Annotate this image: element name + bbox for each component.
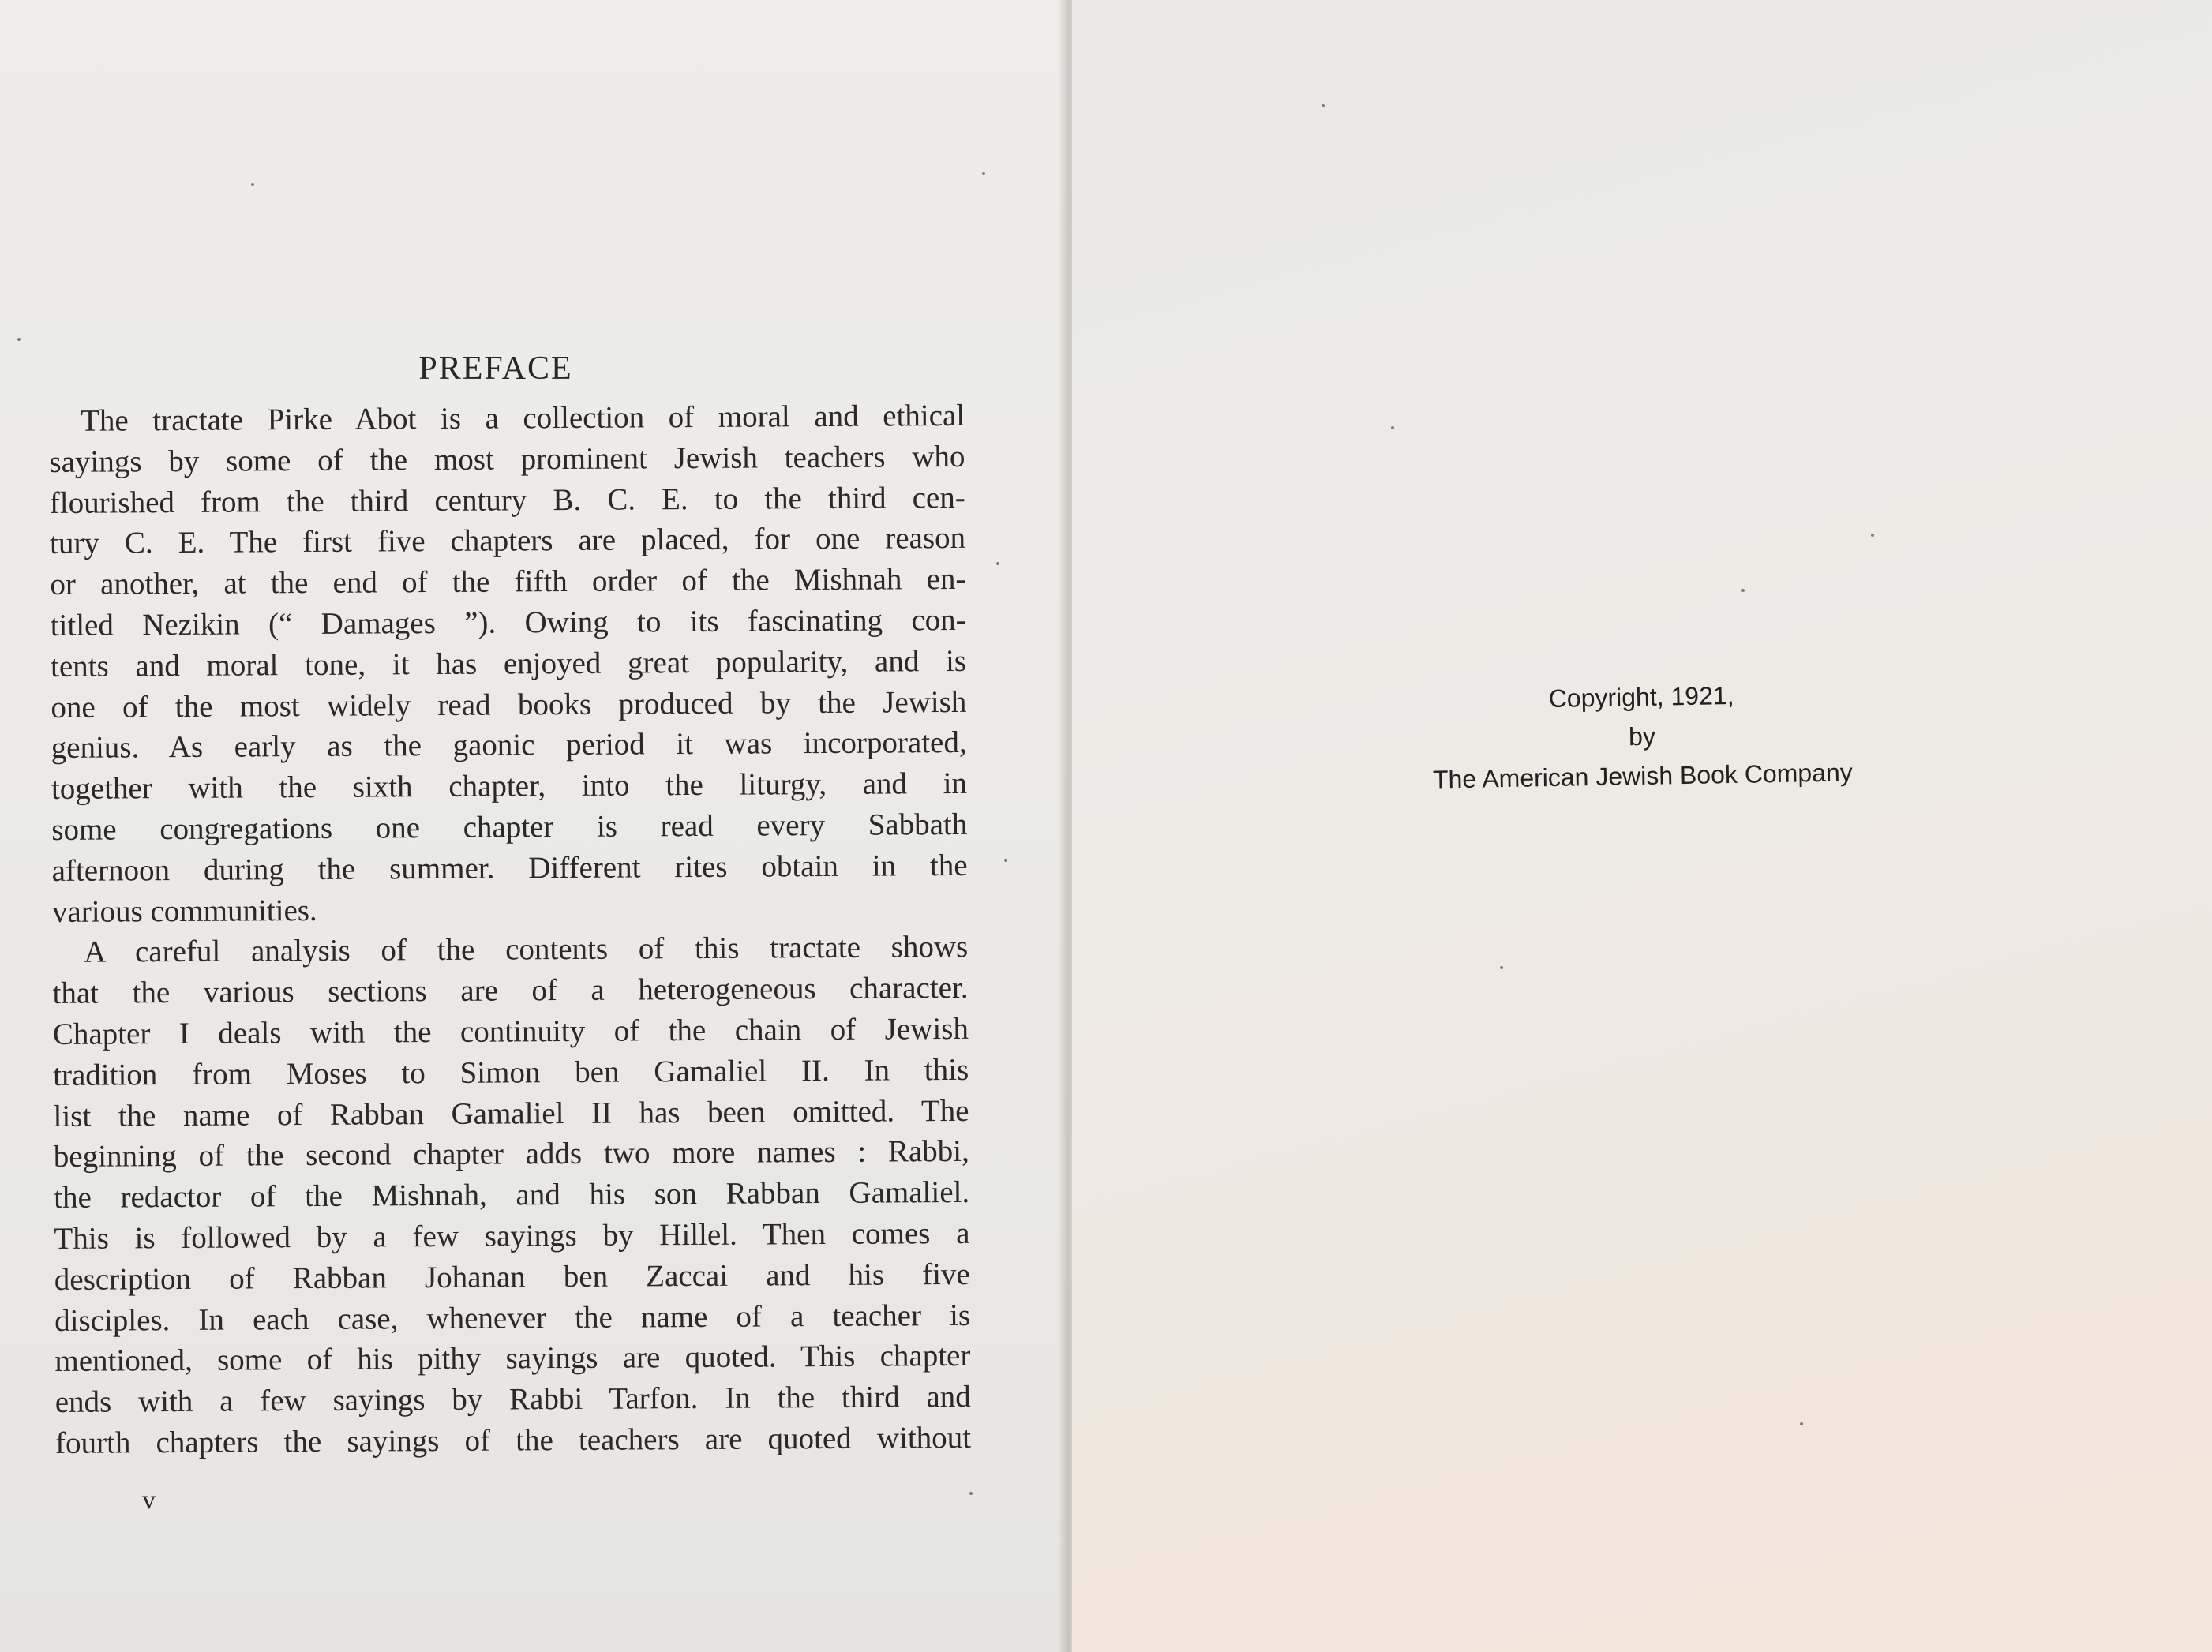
text-line: A careful analysis of the contents of this tractate shows — [84, 930, 969, 970]
page-number: v — [142, 1485, 156, 1515]
left-page — [0, 0, 1070, 1652]
preface-heading: PREFACE — [418, 350, 573, 387]
text-line: tradition from Moses to Simon ben Gamaliel II. In this — [53, 1052, 969, 1092]
copyright-line: Copyright, 1921, — [1548, 680, 1734, 714]
text-line: together with the sixth chapter, into the liturgy, and in — [51, 766, 968, 807]
paper-speck — [17, 338, 21, 341]
text-line: tents and moral tone, it has enjoyed great popularity, and is — [50, 643, 967, 684]
text-line: or another, at the end of the fifth order of the Mishnah en- — [50, 562, 966, 602]
text-line: mentioned, some of his pithy sayings are quoted. This chapter — [54, 1339, 971, 1379]
text-line: some congregations one chapter is read every Sabbath — [51, 807, 968, 847]
right-page — [1072, 0, 2212, 1652]
text-line: one of the most widely read books produced by the Jewish — [51, 684, 967, 725]
text-line: that the various sections are of a heterogeneous character. — [52, 971, 969, 1011]
text-line: titled Nezikin (“ Damages ”). Owing to its fascinating con- — [50, 602, 966, 642]
paper-speck — [1800, 1422, 1803, 1425]
paper-speck — [1741, 589, 1745, 592]
preface-body — [49, 395, 971, 1464]
paper-speck — [1004, 859, 1007, 862]
text-line: This is followed by a few sayings by Hillel. Then comes a — [54, 1216, 970, 1256]
paper-speck — [982, 172, 985, 175]
copyright-notice — [1404, 673, 1880, 800]
copyright-line: by — [1628, 721, 1656, 751]
paper-speck — [251, 183, 254, 186]
text-line: Chapter I deals with the continuity of the chain of Jewish — [52, 1011, 969, 1051]
paper-speck — [969, 1492, 973, 1495]
text-line: ends with a few sayings by Rabbi Tarfon. In the third and — [54, 1380, 971, 1420]
text-line: various communities. — [51, 893, 317, 929]
text-line: flourished from the third century B. C. E. to the third cen- — [49, 480, 965, 520]
text-line: fourth chapters the sayings of the teachers are quoted without — [54, 1420, 972, 1460]
publisher-line: The American Jewish Book Company — [1432, 758, 1854, 794]
text-line: the redactor of the Mishnah, and his son Rabban Gamaliel. — [54, 1175, 970, 1216]
text-line: description of Rabban Johanan ben Zaccai and his five — [54, 1257, 970, 1297]
text-line: afternoon during the summer. Different rites obtain in the — [51, 848, 968, 888]
paragraph-2 — [52, 927, 971, 1463]
text-line: disciples. In each case, whenever the name of a teacher is — [54, 1298, 971, 1338]
paragraph-1 — [49, 395, 968, 932]
paper-speck — [1322, 104, 1325, 107]
text-line: The tractate Pirke Abot is a collection of moral and ethical — [81, 398, 965, 438]
text-line: sayings by some of the most prominent Jewish teachers who — [49, 439, 965, 479]
text-line: tury C. E. The first five chapters are placed, for one reason — [49, 521, 966, 561]
text-line: genius. As early as the gaonic period it was incorporated, — [51, 725, 967, 766]
paper-speck — [996, 562, 999, 565]
paper-speck — [1500, 966, 1503, 969]
paper-speck — [1871, 534, 1874, 537]
paper-speck — [1391, 426, 1394, 429]
text-line: beginning of the second chapter adds two more names : Rabbi, — [53, 1134, 969, 1174]
text-line: list the name of Rabban Gamaliel II has been omitted. The — [53, 1093, 969, 1133]
